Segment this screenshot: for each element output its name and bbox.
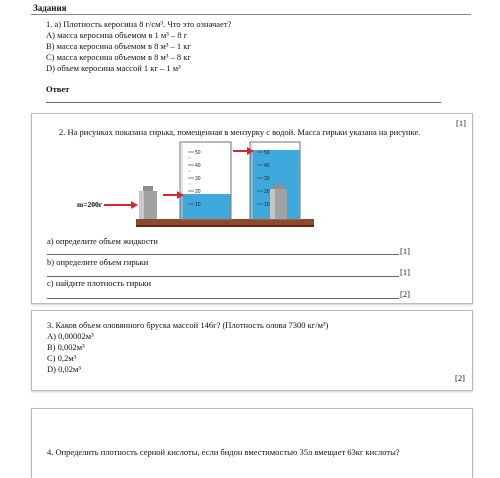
q1-question: 1. а) Плотность керосина 8 г/см³. Что это означает?: [46, 19, 232, 29]
beaker2-tick-40: 40: [264, 163, 270, 169]
q2-part-c: c) найдите плотность гирьки: [47, 278, 152, 288]
q1-option-a: A) масса керосина объемом в 1 м³ – 8 г: [46, 30, 188, 40]
beaker-1: [180, 142, 231, 219]
beaker2-tick-30: 30: [264, 176, 270, 182]
q3-option-c: C) 0,2м³: [47, 353, 77, 363]
q2-part-b: b) определите объем гирьки: [47, 257, 149, 267]
beaker1-tick-30: 30: [195, 176, 201, 182]
table-top: [136, 219, 314, 225]
q3-option-a: A) 0,00002м³: [47, 331, 94, 341]
arrow-left-icon: [104, 201, 138, 209]
mass-label: m=200г: [77, 200, 103, 209]
beaker1-tick-10: 10: [195, 202, 201, 208]
q3-score: [2]: [455, 373, 465, 383]
q2-part-a-score: [1]: [400, 246, 410, 256]
q2-part-b-line: [47, 276, 399, 277]
q1-option-b: B) масса керосина объемом в 8 м³ – 1 кг: [46, 41, 191, 51]
q4-question: 4. Определить плотность серной кислоты, если бидон вместимостью 35л вмещает 63кг кислоты?: [47, 447, 400, 457]
header-divider: [31, 14, 471, 15]
q1-option-c: C) масса керосина объемом в 8 м³ – 8 кг: [46, 52, 191, 62]
q2-part-b-score: [1]: [400, 267, 410, 277]
beaker1-tick-40: 40: [195, 163, 201, 169]
beaker2-tick-10: 10: [264, 202, 270, 208]
beaker-2: [250, 142, 300, 219]
q2-part-a-line: [47, 254, 399, 255]
q3-question: 3. Каков объем оловянного бруска массой 146г? (Плотность олова 7300 кг/м³): [47, 320, 329, 330]
q3-option-d: D) 0,02м³: [47, 364, 81, 374]
q4-card: [31, 408, 473, 478]
q3-card: [31, 310, 473, 391]
beaker2-tick-50: 50: [264, 150, 270, 156]
beaker1-tick-20: 20: [195, 189, 201, 195]
page-title: Задания: [33, 3, 67, 13]
q1-score: [1]: [456, 118, 466, 128]
q3-option-b: B) 0,002м³: [47, 342, 85, 352]
q1-option-d: D) объем керосина массой 1 кг – 1 м³: [46, 63, 181, 73]
beaker2-tick-20: 20: [264, 189, 270, 195]
q1-answer-line: [46, 102, 441, 103]
q2-question: 2. На рисунках показана гирька, помещенная в мензурку с водой. Масса гирьки указана на рисунке.: [59, 127, 421, 137]
beakers-figure: [32, 138, 322, 232]
q2-card: [31, 113, 473, 304]
q1-answer-label: Ответ: [46, 84, 70, 94]
q2-part-c-score: [2]: [400, 289, 410, 299]
beaker1-tick-50: 50: [195, 150, 201, 156]
weight-in-beaker-icon: [270, 184, 287, 219]
weight-left-icon: [139, 186, 157, 219]
q2-part-a: a) определите объем жидкости: [47, 236, 158, 246]
q2-part-c-line: [47, 298, 399, 299]
